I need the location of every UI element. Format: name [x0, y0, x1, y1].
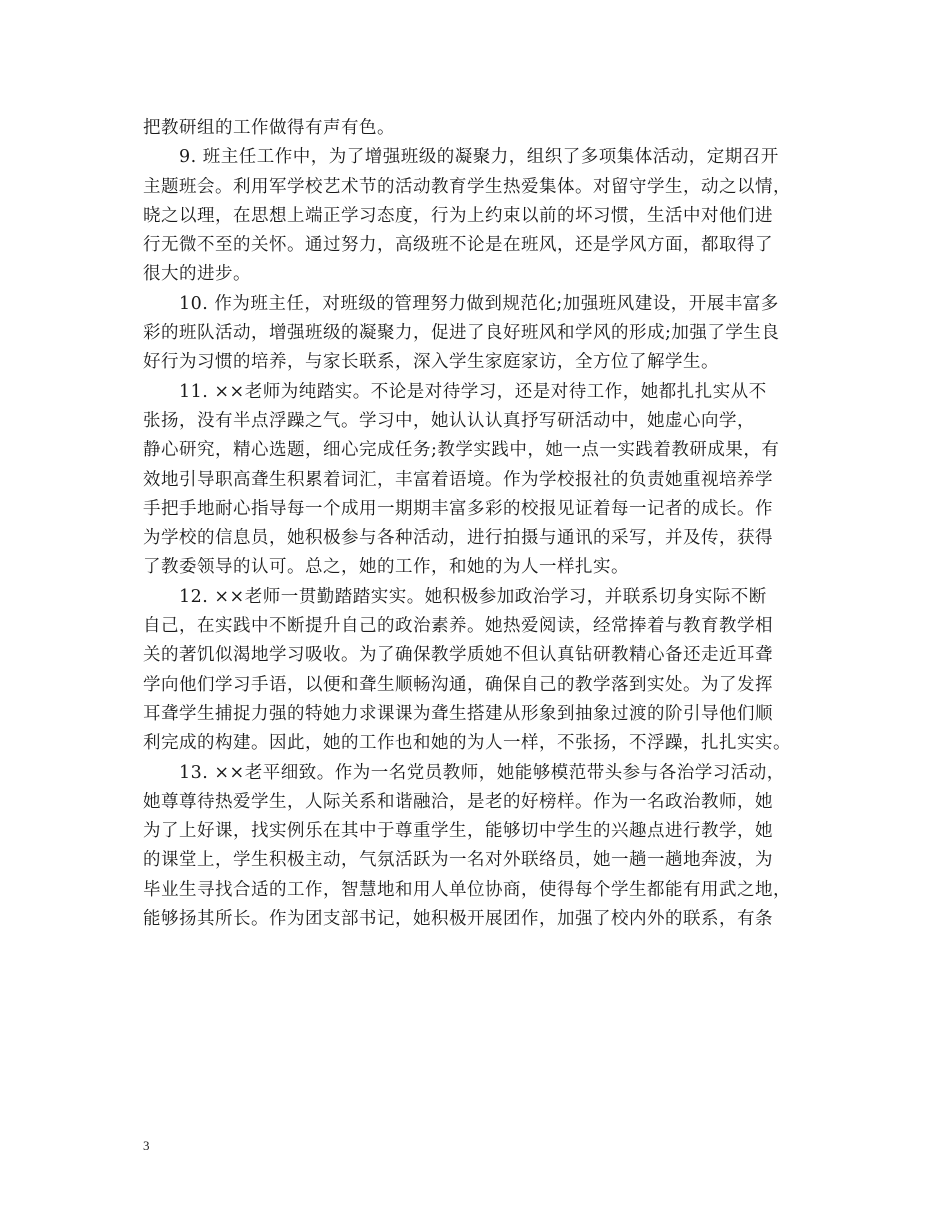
text-line: 静心研究，精心选题，细心完成任务;教学实践中，她一点一实践着教研成果，有 [143, 440, 780, 461]
text-line: 12. ××老师一贯勤踏踏实实。她积极参加政治学习，并联系切身实际不断 [179, 586, 767, 607]
text-line: 毕业生寻找合适的工作，智慧地和用人单位协商，使得每个学生都能有用武之地， [143, 879, 791, 900]
text-line: 很大的进步。 [143, 264, 251, 285]
text-line: 9. 班主任工作中，为了增强班级的凝聚力，组织了多项集体活动，定期召开 [179, 147, 779, 168]
text-line: 13. ××老平细致。作为一名党员教师，她能够模范带头参与各治学习活动， [179, 762, 785, 783]
text-line: 张扬，没有半点浮躁之气。学习中，她认认认真抒写研活动中，她虚心向学， [143, 410, 755, 431]
text-line: 效地引导职高聋生积累着词汇，丰富着语境。作为学校报社的负责她重视培养学 [143, 469, 773, 490]
text-line: 学向他们学习手语，以便和聋生顺畅沟通，确保自己的教学落到实处。为了发挥 [143, 674, 773, 695]
text-line: 耳聋学生捕捉力强的特她力求课课为聋生搭建从形象到抽象过渡的阶引导他们顺 [143, 703, 773, 724]
document-body [143, 114, 823, 934]
text-line: 能够扬其所长。作为团支部书记，她积极开展团作，加强了校内外的联系，有条 [143, 909, 773, 930]
text-line: 自己，在实践中不断提升自己的政治素养。她热爱阅读，经常捧着与教育教学相 [143, 616, 773, 637]
text-line: 11. ××老师为纯踏实。不论是对待学习，还是对待工作，她都扎扎实从不 [179, 381, 767, 402]
text-line: 的课堂上，学生积极主动，气氛活跃为一名对外联络员，她一趟一趟地奔波，为 [143, 850, 773, 871]
text-line: 了教委领导的认可。总之，她的工作，和她的为人一样扎实。 [143, 557, 629, 578]
text-line: 把教研组的工作做得有声有色。 [143, 118, 395, 138]
text-line: 行无微不至的关怀。通过努力，高级班不论是在班风，还是学风方面，都取得了 [143, 235, 773, 256]
text-line: 她尊尊待热爱学生，人际关系和谐融洽，是老的好榜样。作为一名政治教师，她 [143, 791, 773, 812]
text-line: 为了上好课，找实例乐在其中于尊重学生，能够切中学生的兴趣点进行教学，她 [143, 821, 773, 842]
text-line: 主题班会。利用军学校艺术节的活动教育学生热爱集体。对留守学生，动之以情， [143, 176, 791, 197]
text-line: 关的著饥似渴地学习吸收。为了确保教学质她不但认真钻研教精心备还走近耳聋 [143, 645, 773, 666]
text-line: 晓之以理，在思想上端正学习态度，行为上约束以前的坏习惯，生活中对他们进 [143, 205, 773, 226]
text-line: 好行为习惯的培养，与家长联系，深入学生家庭家访，全方位了解学生。 [143, 352, 719, 373]
page-number: 3 [143, 1138, 150, 1153]
text-line: 手把手地耐心指导每一个成用一期期丰富多彩的校报见证着每一记者的成长。作 [143, 498, 773, 519]
text-line: 10. 作为班主任，对班级的管理努力做到规范化;加强班风建设，开展丰富多 [179, 293, 779, 314]
text-line: 为学校的信息员，她积极参与各种活动，进行拍摄与通讯的采写，并及传，获得 [143, 528, 773, 549]
text-line: 彩的班队活动，增强班级的凝聚力，促进了良好班风和学风的形成;加强了学生良 [143, 323, 780, 344]
text-line: 利完成的构建。因此，她的工作也和她的为人一样，不张扬，不浮躁，扎扎实实。 [143, 733, 791, 754]
